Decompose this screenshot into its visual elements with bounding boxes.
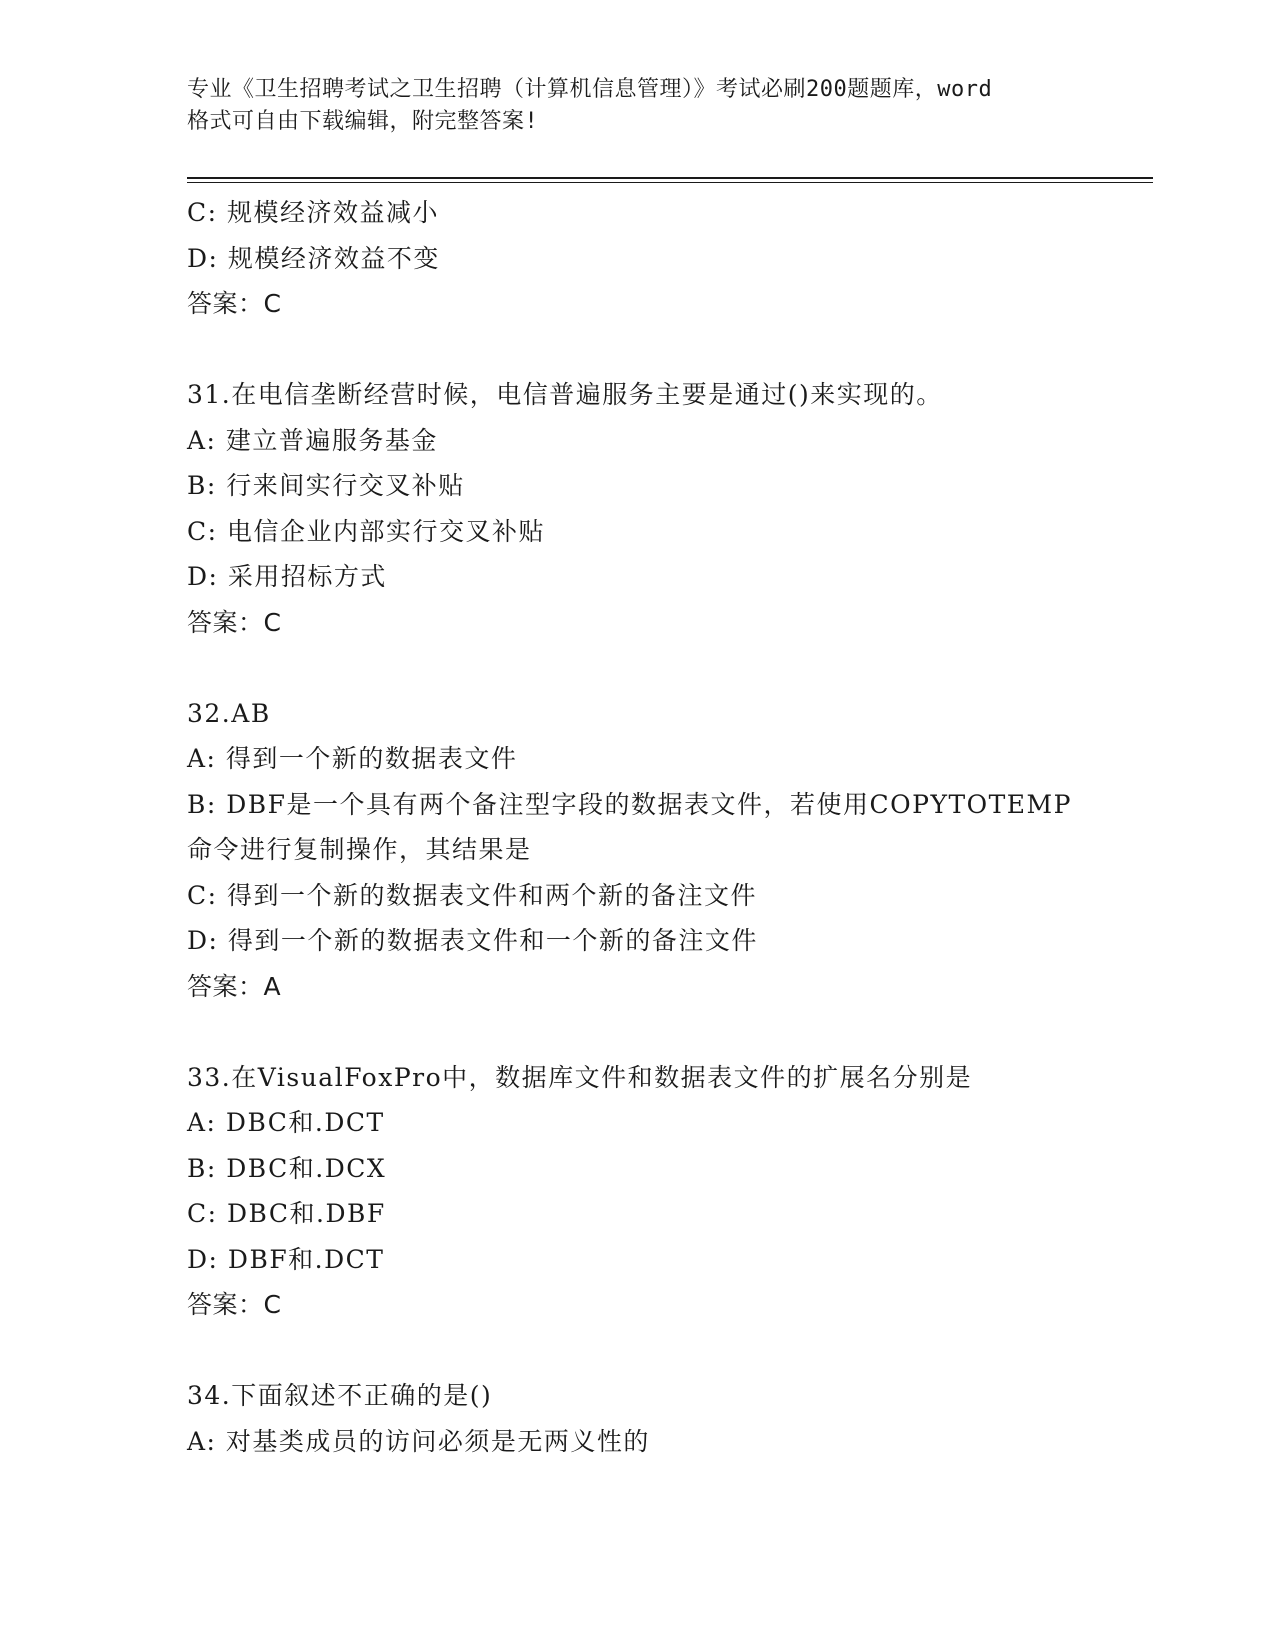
question-34	[187, 1373, 1087, 1464]
spacer	[187, 1328, 1087, 1374]
header-divider-thick	[187, 177, 1153, 179]
header-divider-thin	[187, 182, 1153, 183]
question-31	[187, 372, 1087, 645]
option-a: A: DBC和.DCT	[187, 1108, 385, 1137]
question-list	[187, 190, 1087, 1464]
option-c: C: 电信企业内部实行交叉补贴	[187, 516, 545, 546]
option-b: B: DBC和.DCX	[187, 1153, 387, 1183]
answer-line: 答案：A	[187, 971, 282, 1001]
document-header	[187, 74, 1087, 138]
option-d: D: DBF和.DCT	[187, 1244, 385, 1274]
previous-question-tail	[187, 190, 1087, 327]
header-line-1: 专业《卫生招聘考试之卫生招聘（计算机信息管理）》考试必刷200题题库，word	[187, 77, 993, 102]
answer-line: 答案：C	[187, 607, 282, 637]
option-d: D: 得到一个新的数据表文件和一个新的备注文件	[187, 926, 758, 955]
option-b: B: 行来间实行交叉补贴	[187, 471, 465, 500]
question-33	[187, 1055, 1087, 1328]
question-stem: 34.下面叙述不正确的是()	[187, 1381, 493, 1410]
option-c: C: DBC和.DBF	[187, 1199, 386, 1228]
spacer	[187, 645, 1087, 691]
question-stem: 31.在电信垄断经营时候，电信普遍服务主要是通过()来实现的。	[187, 380, 943, 409]
option-a: A: 对基类成员的访问必须是无两义性的	[187, 1426, 650, 1456]
answer-line: 答案：C	[187, 289, 282, 318]
question-stem: 33.在VisualFoxPro中，数据库文件和数据表文件的扩展名分别是	[187, 1062, 973, 1092]
question-stem: 32.AB	[187, 698, 271, 728]
option-c: C: 得到一个新的数据表文件和两个新的备注文件	[187, 880, 757, 910]
spacer	[187, 1009, 1087, 1055]
option-b-continuation: 命令进行复制操作，其结果是	[187, 835, 532, 864]
option-a: A: 得到一个新的数据表文件	[187, 744, 518, 773]
option-d: D: 规模经济效益不变	[187, 243, 440, 273]
spacer	[187, 327, 1087, 373]
question-32	[187, 691, 1087, 1010]
option-d: D: 采用招标方式	[187, 562, 387, 591]
answer-line: 答案：C	[187, 1290, 282, 1319]
option-c: C: 规模经济效益减小	[187, 198, 439, 227]
option-a: A: 建立普遍服务基金	[187, 425, 438, 455]
option-b: B: DBF是一个具有两个备注型字段的数据表文件，若使用COPYTOTEMP	[187, 789, 1072, 819]
header-line-2: 格式可自由下载编辑，附完整答案!	[187, 109, 539, 134]
